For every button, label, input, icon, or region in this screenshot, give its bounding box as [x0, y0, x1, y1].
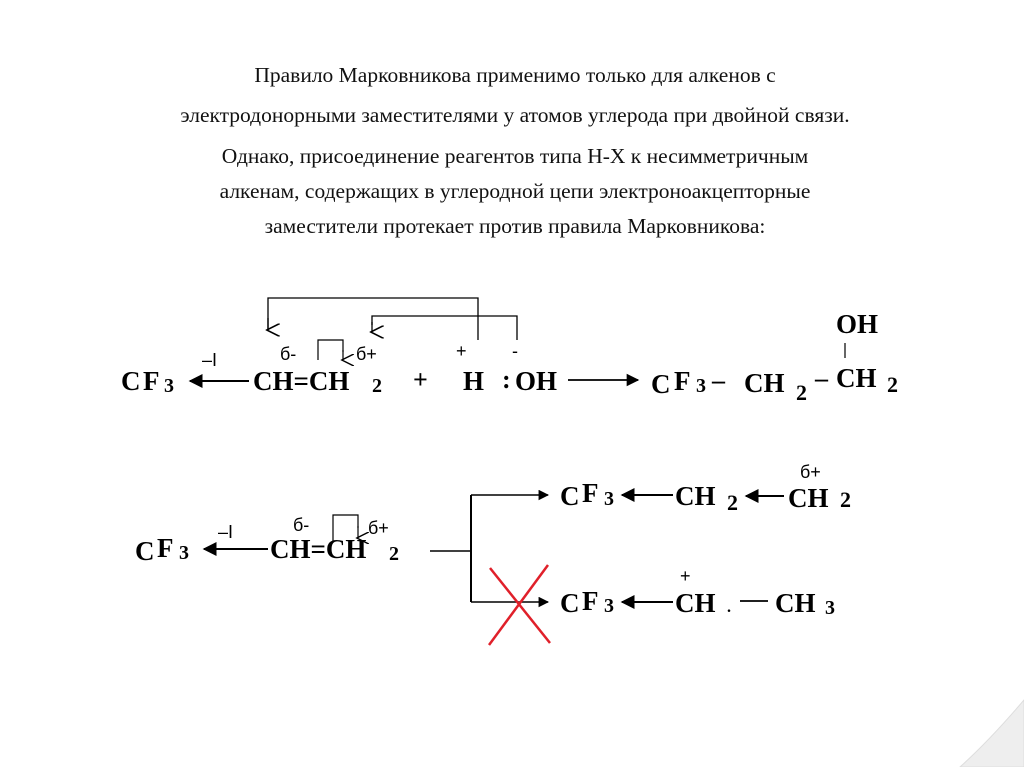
lower-ch3: CH: [775, 588, 816, 618]
pi-bond-shift-bracket: [318, 340, 343, 360]
lower-cf3-subscript: 3: [604, 595, 614, 617]
paragraph-line-4: алкенам, содержащих в углеродной цепи электроноакцепторные: [219, 179, 811, 203]
r2-cf3-subscript: 3: [179, 542, 189, 564]
product-ch2-a: CH: [744, 368, 785, 398]
r2-minus-i-label: –I: [218, 522, 234, 542]
plus-sign: +: [413, 365, 428, 394]
minus-i-label: –I: [202, 350, 218, 370]
lower-cf3-f: F: [582, 586, 599, 616]
reagent-h: H: [463, 366, 485, 396]
page-curl-decoration: [960, 700, 1024, 767]
product-cf3-subscript: 3: [696, 375, 706, 397]
product-ch2-a-subscript: 2: [796, 380, 807, 405]
charge-plus-label: +: [456, 341, 467, 361]
r2-cf3-f: F: [157, 533, 174, 563]
upper-delta-plus-label: б+: [800, 462, 821, 482]
lower-ch: CH: [675, 588, 716, 618]
lower-plus-label: +: [680, 566, 691, 586]
paragraph-line-3: Однако, присоединение реагентов типа H-X к несимметричным: [221, 144, 809, 168]
product-cf3-f: F: [674, 366, 691, 396]
r2-alkene-subscript: 2: [389, 543, 399, 565]
product-ch2-b: CH: [836, 363, 877, 393]
lower-ch3-subscript: 3: [825, 597, 835, 619]
lower-cf3-c: C: [560, 588, 580, 618]
r2-delta-plus-label: б+: [368, 518, 389, 538]
delta-plus-label: б+: [356, 344, 377, 364]
electron-flow-bracket-inner: [372, 316, 517, 340]
reagent-colon: :: [502, 365, 511, 394]
product-bond-1: –: [712, 366, 725, 395]
paragraph-line-1: Правило Марковникова применимо только для алкенов с: [254, 63, 776, 87]
upper-cf3-c: C: [560, 481, 580, 511]
paragraph-line-5: заместители протекает против правила Марковникова:: [264, 214, 766, 238]
reaction-1: [121, 298, 898, 405]
electron-flow-bracket-outer: [268, 298, 478, 340]
charge-minus-label: -: [512, 341, 518, 361]
alkene-formula: CH=CH: [253, 366, 350, 396]
r2-cf3-c: C: [135, 536, 155, 566]
reaction-2: [135, 462, 851, 645]
cf3-f: F: [143, 366, 160, 396]
delta-minus-label: б-: [280, 344, 297, 364]
upper-ch2-a: CH: [675, 481, 716, 511]
product-oh: OH: [836, 309, 879, 339]
upper-ch2-b-subscript: 2: [840, 487, 851, 512]
paragraph-line-2: электродонорными заместителями у атомов углерода при двойной связи.: [180, 103, 850, 127]
upper-ch2-b: CH: [788, 483, 829, 513]
cf3-subscript: 3: [164, 375, 174, 397]
r2-alkene-formula: CH=CH: [270, 534, 367, 564]
upper-cf3-f: F: [582, 478, 599, 508]
product-cf3-c: C: [651, 369, 671, 399]
product-ch2-b-subscript: 2: [887, 372, 898, 397]
r2-delta-minus-label: б-: [293, 515, 310, 535]
alkene-subscript: 2: [372, 375, 382, 397]
reagent-oh: OH: [515, 366, 558, 396]
lower-dot: .: [727, 599, 731, 616]
product-bond-2: –: [815, 364, 828, 393]
upper-cf3-subscript: 3: [604, 488, 614, 510]
cf3-c: C: [121, 366, 141, 396]
upper-ch2-a-subscript: 2: [727, 490, 738, 515]
